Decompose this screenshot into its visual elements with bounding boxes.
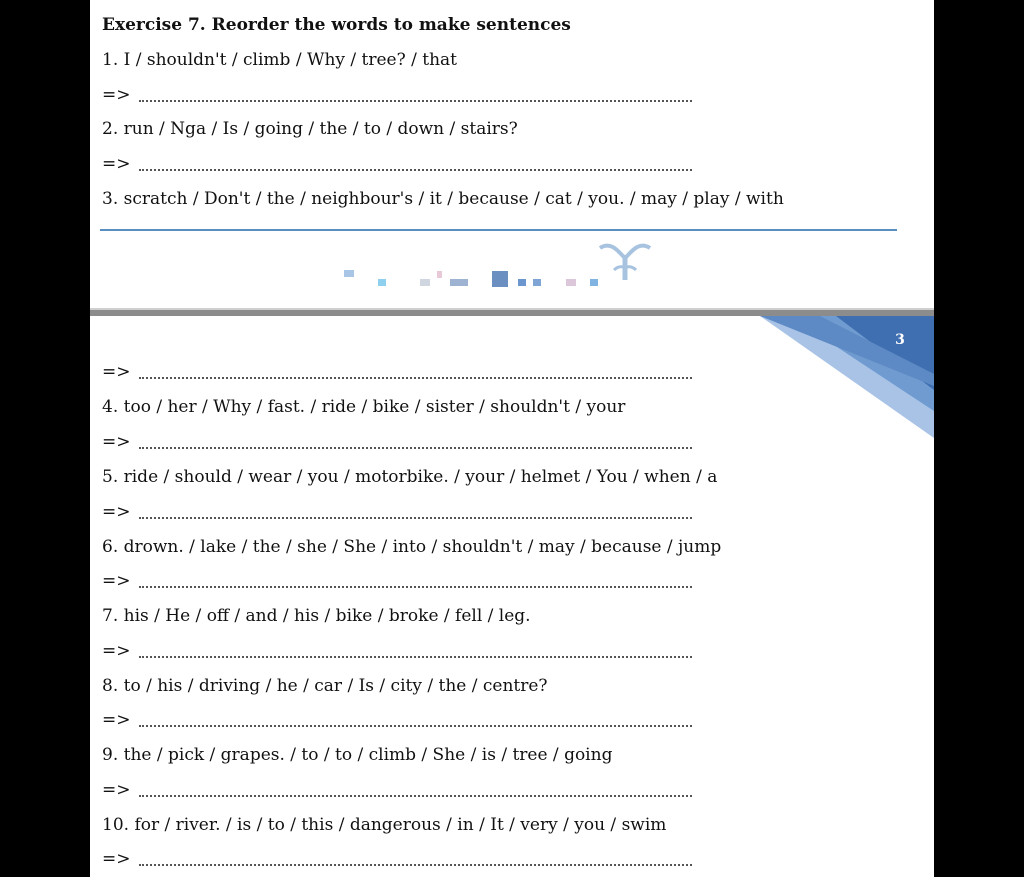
answer-line-3 [102,362,692,382]
answer-prefix: => [102,362,131,382]
question-3: 3. scratch / Don't / the / neighbour's / it / because / cat / you. / may / play / with [102,189,784,209]
question-2: 2. run / Nga / Is / going / the / to / down / stairs? [102,119,518,139]
question-9: 9. the / pick / grapes. / to / to / climb / She / is / tree / going [102,745,613,765]
answer-line-6 [102,571,692,591]
answer-dots [139,444,693,449]
answer-line-9 [102,780,692,800]
corner-decoration [760,316,934,438]
answer-dots [139,514,693,519]
question-8: 8. to / his / driving / he / car / Is / city / the / centre? [102,676,548,696]
answer-dots [139,374,693,379]
answer-prefix: => [102,849,131,869]
answer-dots [139,166,693,171]
question-1: 1. I / shouldn't / climb / Why / tree? / that [102,50,458,70]
question-4: 4. too / her / Why / fast. / ride / bike / sister / shouldn't / your [102,397,626,417]
answer-line-2 [102,154,692,174]
answer-line-10 [102,849,692,869]
answer-prefix: => [102,641,131,661]
answer-dots [139,653,693,658]
answer-prefix: => [102,85,131,105]
question-7: 7. his / He / off / and / his / bike / broke / fell / leg. [102,606,531,626]
answer-prefix: => [102,154,131,174]
answer-prefix: => [102,710,131,730]
answer-dots [139,722,693,727]
answer-prefix: => [102,502,131,522]
page-break-bar [90,308,934,316]
answer-line-8 [102,710,692,730]
answer-line-1 [102,85,692,105]
question-10: 10. for / river. / is / to / this / dangerous / in / It / very / you / swim [102,815,667,835]
answer-dots [139,792,693,797]
answer-prefix: => [102,432,131,452]
exercise-title: Exercise 7. Reorder the words to make sentences [102,15,571,35]
answer-line-7 [102,641,692,661]
answer-prefix: => [102,571,131,591]
answer-prefix: => [102,780,131,800]
answer-dots [139,97,693,102]
answer-line-4 [102,432,692,452]
footer-rule [100,229,897,231]
question-6: 6. drown. / lake / the / she / She / into / shouldn't / may / because / jump [102,537,722,557]
answer-dots [139,861,693,866]
page-number: 3 [895,332,905,348]
ornament-icon [596,240,654,284]
answer-line-5 [102,502,692,522]
answer-dots [139,583,693,588]
question-5: 5. ride / should / wear / you / motorbike. / your / helmet / You / when / a [102,467,718,487]
